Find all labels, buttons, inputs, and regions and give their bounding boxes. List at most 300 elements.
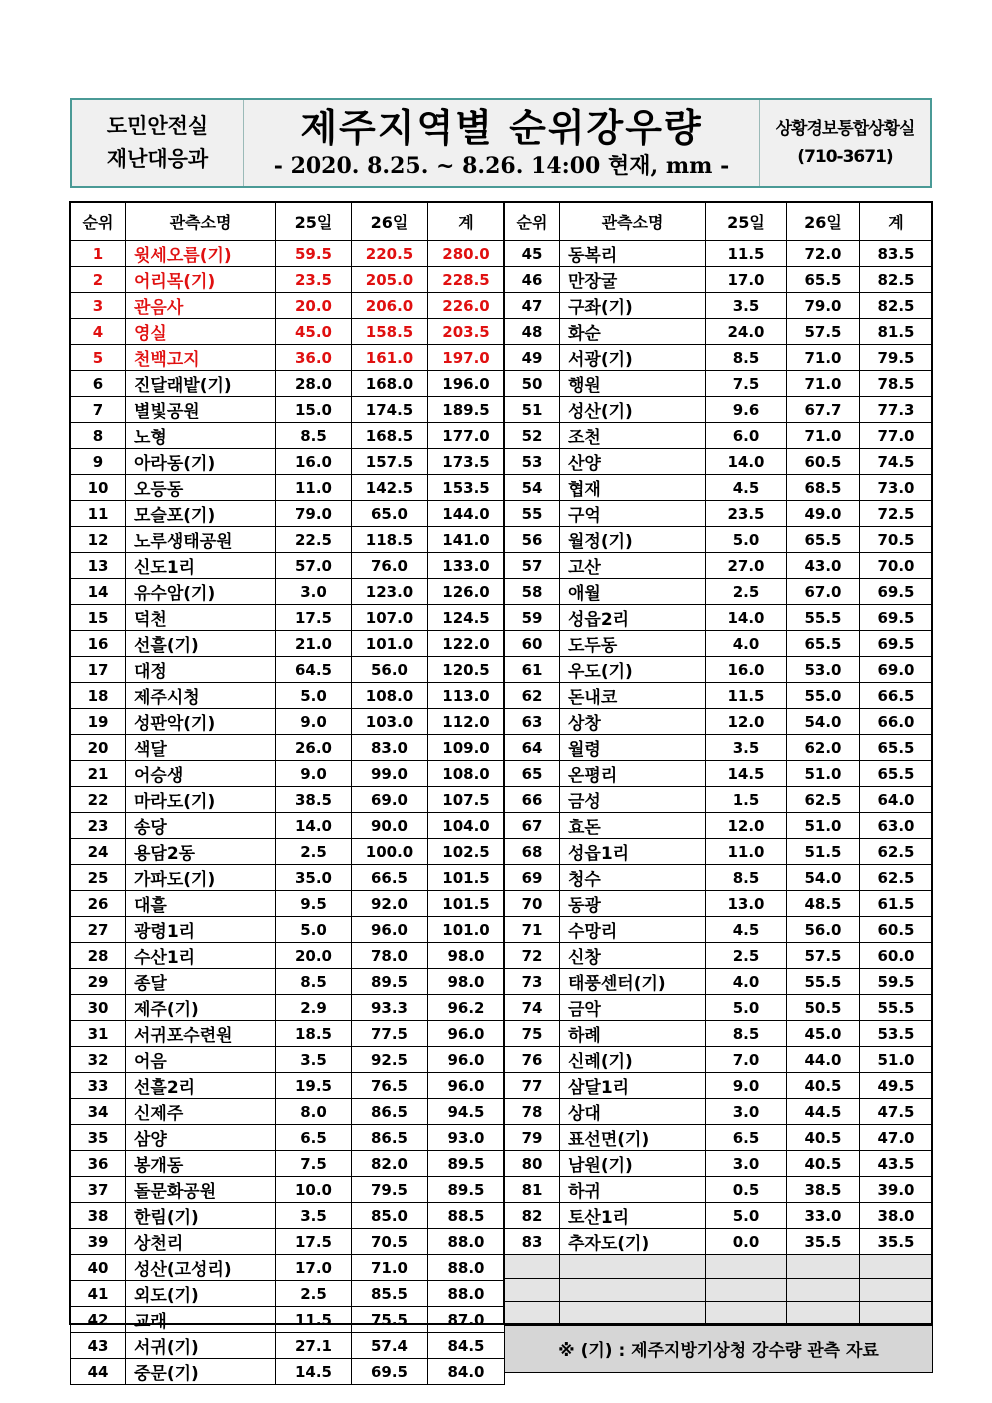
station-name: 상대	[560, 1099, 706, 1125]
total-value: 177.0	[428, 423, 505, 449]
day26-value: 33.0	[787, 1203, 860, 1229]
station-name: 별빛공원	[126, 397, 276, 423]
total-value: 70.0	[860, 553, 933, 579]
total-value: 43.5	[860, 1151, 933, 1177]
station-name: 색달	[126, 735, 276, 761]
table-row	[505, 345, 933, 371]
rank-cell: 56	[505, 527, 560, 553]
day25-value: 5.0	[706, 1203, 787, 1229]
total-value: 88.0	[428, 1229, 505, 1255]
rank-cell: 36	[71, 1151, 126, 1177]
col-total: 계	[860, 203, 933, 241]
day25-value: 8.5	[706, 345, 787, 371]
station-name: 모슬포(기)	[126, 501, 276, 527]
total-value: 59.5	[860, 969, 933, 995]
table-row	[505, 1229, 933, 1255]
station-name: 고산	[560, 553, 706, 579]
station-name: 표선면(기)	[560, 1125, 706, 1151]
empty-cell	[706, 1255, 787, 1279]
station-name: 삼양	[126, 1125, 276, 1151]
day26-value: 68.5	[787, 475, 860, 501]
day25-value: 9.0	[706, 1073, 787, 1099]
table-row	[505, 1047, 933, 1073]
station-name: 금악	[560, 995, 706, 1021]
total-value: 77.0	[860, 423, 933, 449]
station-name: 오등동	[126, 475, 276, 501]
day25-value: 27.1	[276, 1333, 352, 1359]
rank-cell: 19	[71, 709, 126, 735]
day26-value: 142.5	[352, 475, 428, 501]
total-value: 101.5	[428, 865, 505, 891]
rank-cell: 75	[505, 1021, 560, 1047]
total-value: 69.5	[860, 605, 933, 631]
empty-cell	[787, 1255, 860, 1279]
rank-cell: 82	[505, 1203, 560, 1229]
rank-cell: 79	[505, 1125, 560, 1151]
rank-cell: 30	[71, 995, 126, 1021]
total-value: 108.0	[428, 761, 505, 787]
total-value: 104.0	[428, 813, 505, 839]
day26-value: 78.0	[352, 943, 428, 969]
day26-value: 71.0	[787, 345, 860, 371]
empty-cell	[860, 1255, 933, 1279]
day25-value: 16.0	[706, 657, 787, 683]
col-day25: 25일	[706, 203, 787, 241]
table-row	[71, 475, 505, 501]
station-name: 마라도(기)	[126, 787, 276, 813]
empty-cell	[505, 1278, 560, 1302]
day26-value: 60.5	[787, 449, 860, 475]
total-value: 228.5	[428, 267, 505, 293]
table-row	[505, 319, 933, 345]
rank-cell: 24	[71, 839, 126, 865]
day25-value: 19.5	[276, 1073, 352, 1099]
table-row	[71, 397, 505, 423]
total-value: 82.5	[860, 293, 933, 319]
table-row	[71, 1021, 505, 1047]
station-name: 애월	[560, 579, 706, 605]
day26-value: 67.0	[787, 579, 860, 605]
day25-value: 2.5	[706, 943, 787, 969]
table-row	[505, 605, 933, 631]
day25-value: 35.0	[276, 865, 352, 891]
total-value: 280.0	[428, 241, 505, 267]
day26-value: 55.0	[787, 683, 860, 709]
table-row	[71, 709, 505, 735]
table-row	[505, 787, 933, 813]
day26-value: 65.0	[352, 501, 428, 527]
day25-value: 8.5	[706, 1021, 787, 1047]
total-value: 69.5	[860, 579, 933, 605]
rank-cell: 66	[505, 787, 560, 813]
station-name: 성산(기)	[560, 397, 706, 423]
day25-value: 6.5	[706, 1125, 787, 1151]
rank-cell: 9	[71, 449, 126, 475]
col-day26: 26일	[787, 203, 860, 241]
total-value: 35.5	[860, 1229, 933, 1255]
day25-value: 5.0	[706, 995, 787, 1021]
station-name: 하례	[560, 1021, 706, 1047]
day26-value: 51.5	[787, 839, 860, 865]
day25-value: 8.0	[276, 1099, 352, 1125]
day26-value: 69.0	[352, 787, 428, 813]
station-name: 송당	[126, 813, 276, 839]
day25-value: 21.0	[276, 631, 352, 657]
rank-cell: 61	[505, 657, 560, 683]
day25-value: 14.0	[706, 605, 787, 631]
rank-cell: 51	[505, 397, 560, 423]
total-value: 144.0	[428, 501, 505, 527]
day26-value: 54.0	[787, 709, 860, 735]
office-box	[760, 100, 930, 186]
table-row	[505, 397, 933, 423]
rank-cell: 29	[71, 969, 126, 995]
total-value: 126.0	[428, 579, 505, 605]
rank-cell: 47	[505, 293, 560, 319]
table-row	[71, 787, 505, 813]
footnote: ※ (기) : 제주지방기상청 강수량 관측 자료	[505, 1325, 933, 1372]
total-value: 64.0	[860, 787, 933, 813]
day26-value: 55.5	[787, 969, 860, 995]
total-value: 83.5	[860, 241, 933, 267]
day25-value: 5.0	[706, 527, 787, 553]
rank-cell: 53	[505, 449, 560, 475]
station-name: 어리목(기)	[126, 267, 276, 293]
rank-cell: 8	[71, 423, 126, 449]
station-name: 덕천	[126, 605, 276, 631]
station-name: 수산1리	[126, 943, 276, 969]
station-name: 조천	[560, 423, 706, 449]
rank-cell: 35	[71, 1125, 126, 1151]
day26-value: 57.5	[787, 319, 860, 345]
station-name: 남원(기)	[560, 1151, 706, 1177]
day25-value: 59.5	[276, 241, 352, 267]
day26-value: 56.0	[787, 917, 860, 943]
day25-value: 38.5	[276, 787, 352, 813]
station-name: 선흘(기)	[126, 631, 276, 657]
station-name: 봉개동	[126, 1151, 276, 1177]
table-row	[505, 423, 933, 449]
total-value: 189.5	[428, 397, 505, 423]
rank-cell: 65	[505, 761, 560, 787]
rank-cell: 16	[71, 631, 126, 657]
rank-cell: 59	[505, 605, 560, 631]
day26-value: 62.5	[787, 787, 860, 813]
station-name: 산양	[560, 449, 706, 475]
total-value: 112.0	[428, 709, 505, 735]
station-name: 천백고지	[126, 345, 276, 371]
table-row	[505, 1021, 933, 1047]
rank-cell: 22	[71, 787, 126, 813]
rank-cell: 28	[71, 943, 126, 969]
table-row	[71, 501, 505, 527]
rank-cell: 70	[505, 891, 560, 917]
station-name: 진달래밭(기)	[126, 371, 276, 397]
day26-value: 50.5	[787, 995, 860, 1021]
day26-value: 49.0	[787, 501, 860, 527]
total-value: 61.5	[860, 891, 933, 917]
station-name: 외도(기)	[126, 1281, 276, 1307]
rank-cell: 20	[71, 735, 126, 761]
station-name: 윗세오름(기)	[126, 241, 276, 267]
rank-cell: 55	[505, 501, 560, 527]
day26-value: 93.3	[352, 995, 428, 1021]
rainfall-table-left	[70, 202, 505, 1385]
rank-cell: 67	[505, 813, 560, 839]
station-name: 제주시청	[126, 683, 276, 709]
day25-value: 23.5	[706, 501, 787, 527]
day26-value: 168.5	[352, 423, 428, 449]
total-value: 70.5	[860, 527, 933, 553]
rank-cell: 77	[505, 1073, 560, 1099]
day25-value: 11.0	[276, 475, 352, 501]
station-name: 대정	[126, 657, 276, 683]
day26-value: 66.5	[352, 865, 428, 891]
rank-cell: 37	[71, 1177, 126, 1203]
table-row	[505, 631, 933, 657]
station-name: 우도(기)	[560, 657, 706, 683]
day26-value: 51.0	[787, 761, 860, 787]
office-name: 상황경보통합상황실	[775, 119, 915, 139]
table-row	[505, 657, 933, 683]
station-name: 수망리	[560, 917, 706, 943]
table-row	[71, 579, 505, 605]
rank-cell: 13	[71, 553, 126, 579]
day26-value: 44.0	[787, 1047, 860, 1073]
day25-value: 3.0	[276, 579, 352, 605]
station-name: 상천리	[126, 1229, 276, 1255]
day25-value: 12.0	[706, 709, 787, 735]
rank-cell: 68	[505, 839, 560, 865]
station-name: 추자도(기)	[560, 1229, 706, 1255]
station-name: 관음사	[126, 293, 276, 319]
table-row	[71, 1073, 505, 1099]
station-name: 돈내코	[560, 683, 706, 709]
table-row	[71, 891, 505, 917]
title-box	[244, 100, 760, 186]
day25-value: 2.5	[276, 839, 352, 865]
total-value: 38.0	[860, 1203, 933, 1229]
station-name: 화순	[560, 319, 706, 345]
total-value: 197.0	[428, 345, 505, 371]
day26-value: 96.0	[352, 917, 428, 943]
day26-value: 40.5	[787, 1151, 860, 1177]
table-row	[505, 995, 933, 1021]
day26-value: 57.4	[352, 1333, 428, 1359]
table-row	[71, 1203, 505, 1229]
rank-cell: 44	[71, 1359, 126, 1385]
rank-cell: 7	[71, 397, 126, 423]
day25-value: 7.5	[276, 1151, 352, 1177]
table-row	[71, 1255, 505, 1281]
station-name: 하귀	[560, 1177, 706, 1203]
empty-cell	[787, 1302, 860, 1326]
rank-cell: 40	[71, 1255, 126, 1281]
empty-cell	[505, 1255, 560, 1279]
day25-value: 3.0	[706, 1151, 787, 1177]
total-value: 65.5	[860, 761, 933, 787]
station-name: 아라동(기)	[126, 449, 276, 475]
total-value: 87.0	[428, 1307, 505, 1333]
day26-value: 92.5	[352, 1047, 428, 1073]
day25-value: 11.5	[276, 1307, 352, 1333]
station-name: 대흘	[126, 891, 276, 917]
station-name: 유수암(기)	[126, 579, 276, 605]
day26-value: 38.5	[787, 1177, 860, 1203]
total-value: 47.5	[860, 1099, 933, 1125]
day25-value: 9.6	[706, 397, 787, 423]
day26-value: 43.0	[787, 553, 860, 579]
day26-value: 205.0	[352, 267, 428, 293]
day25-value: 45.0	[276, 319, 352, 345]
total-value: 77.3	[860, 397, 933, 423]
day25-value: 4.5	[706, 475, 787, 501]
day26-value: 35.5	[787, 1229, 860, 1255]
rank-cell: 1	[71, 241, 126, 267]
rank-cell: 18	[71, 683, 126, 709]
rank-cell: 78	[505, 1099, 560, 1125]
office-phone: (710-3671)	[797, 147, 893, 167]
col-station: 관측소명	[126, 203, 276, 241]
table-row	[505, 1125, 933, 1151]
rank-cell: 48	[505, 319, 560, 345]
station-name: 제주(기)	[126, 995, 276, 1021]
day26-value: 48.5	[787, 891, 860, 917]
rank-cell: 64	[505, 735, 560, 761]
station-name: 협재	[560, 475, 706, 501]
day25-value: 18.5	[276, 1021, 352, 1047]
day25-value: 3.5	[276, 1047, 352, 1073]
empty-cell	[560, 1278, 706, 1302]
org-name-2: 재난대응과	[106, 147, 209, 171]
day25-value: 4.0	[706, 631, 787, 657]
total-value: 122.0	[428, 631, 505, 657]
rank-cell: 25	[71, 865, 126, 891]
day26-value: 55.5	[787, 605, 860, 631]
table-row	[71, 449, 505, 475]
rank-cell: 72	[505, 943, 560, 969]
station-name: 한림(기)	[126, 1203, 276, 1229]
total-value: 73.0	[860, 475, 933, 501]
station-name: 신도1리	[126, 553, 276, 579]
station-name: 서귀(기)	[126, 1333, 276, 1359]
total-value: 124.5	[428, 605, 505, 631]
document-header	[70, 98, 932, 188]
day26-value: 71.0	[352, 1255, 428, 1281]
total-value: 82.5	[860, 267, 933, 293]
day25-value: 3.0	[706, 1099, 787, 1125]
total-value: 60.0	[860, 943, 933, 969]
station-name: 성판악(기)	[126, 709, 276, 735]
total-value: 69.0	[860, 657, 933, 683]
rank-cell: 12	[71, 527, 126, 553]
day26-value: 89.5	[352, 969, 428, 995]
table-row	[71, 267, 505, 293]
rank-cell: 83	[505, 1229, 560, 1255]
total-value: 98.0	[428, 943, 505, 969]
note-row	[505, 1325, 933, 1372]
table-row	[71, 1229, 505, 1255]
rank-cell: 26	[71, 891, 126, 917]
total-value: 65.5	[860, 735, 933, 761]
station-name: 온평리	[560, 761, 706, 787]
day26-value: 206.0	[352, 293, 428, 319]
station-name: 청수	[560, 865, 706, 891]
day26-value: 65.5	[787, 527, 860, 553]
day26-value: 65.5	[787, 267, 860, 293]
rank-cell: 60	[505, 631, 560, 657]
day25-value: 8.5	[706, 865, 787, 891]
day25-value: 13.0	[706, 891, 787, 917]
day25-value: 3.5	[706, 293, 787, 319]
station-name: 동광	[560, 891, 706, 917]
rank-cell: 46	[505, 267, 560, 293]
total-value: 69.5	[860, 631, 933, 657]
rank-cell: 50	[505, 371, 560, 397]
total-value: 96.0	[428, 1021, 505, 1047]
day25-value: 8.5	[276, 969, 352, 995]
table-row	[71, 735, 505, 761]
day25-value: 10.0	[276, 1177, 352, 1203]
day25-value: 4.5	[706, 917, 787, 943]
table-row	[71, 657, 505, 683]
rank-cell: 52	[505, 423, 560, 449]
table-header-row	[71, 203, 505, 241]
total-value: 49.5	[860, 1073, 933, 1099]
table-row	[505, 293, 933, 319]
rank-cell: 10	[71, 475, 126, 501]
total-value: 55.5	[860, 995, 933, 1021]
rank-cell: 62	[505, 683, 560, 709]
table-row	[71, 241, 505, 267]
day26-value: 56.0	[352, 657, 428, 683]
day25-value: 17.0	[276, 1255, 352, 1281]
table-row	[71, 943, 505, 969]
station-name: 선흘2리	[126, 1073, 276, 1099]
total-value: 141.0	[428, 527, 505, 553]
empty-row	[505, 1255, 933, 1279]
total-value: 63.0	[860, 813, 933, 839]
table-row	[505, 1203, 933, 1229]
total-value: 153.5	[428, 475, 505, 501]
table-row	[505, 1099, 933, 1125]
table-row	[71, 1099, 505, 1125]
day25-value: 5.0	[276, 683, 352, 709]
total-value: 66.0	[860, 709, 933, 735]
station-name: 토산1리	[560, 1203, 706, 1229]
table-row	[71, 293, 505, 319]
station-name: 삼달1리	[560, 1073, 706, 1099]
table-row	[505, 579, 933, 605]
station-name: 월령	[560, 735, 706, 761]
station-name: 행원	[560, 371, 706, 397]
rank-cell: 73	[505, 969, 560, 995]
day26-value: 101.0	[352, 631, 428, 657]
total-value: 88.5	[428, 1203, 505, 1229]
day26-value: 99.0	[352, 761, 428, 787]
day26-value: 77.5	[352, 1021, 428, 1047]
empty-cell	[560, 1302, 706, 1326]
col-total: 계	[428, 203, 505, 241]
day26-value: 54.0	[787, 865, 860, 891]
total-value: 113.0	[428, 683, 505, 709]
total-value: 107.5	[428, 787, 505, 813]
col-rank: 순위	[71, 203, 126, 241]
table-row	[71, 969, 505, 995]
day26-value: 67.7	[787, 397, 860, 423]
day26-value: 174.5	[352, 397, 428, 423]
day26-value: 158.5	[352, 319, 428, 345]
